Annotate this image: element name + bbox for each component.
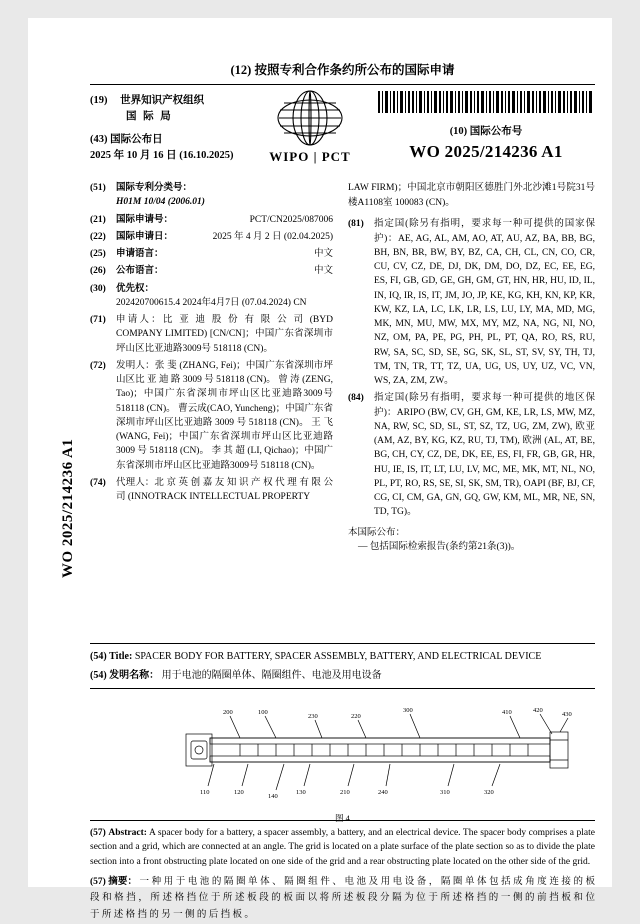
wipo-globe-icon xyxy=(272,89,348,147)
svg-text:140: 140 xyxy=(268,793,278,800)
svg-text:200: 200 xyxy=(223,709,233,716)
publication-note xyxy=(348,526,595,555)
wipo-org-block xyxy=(90,93,250,164)
page-title: (12) 按照专利合作条约所公布的国际申请 xyxy=(230,63,455,77)
publication-number-block xyxy=(378,123,594,162)
international-bureau: 国 际 局 xyxy=(126,111,173,123)
abstract-en-label: Abstract: xyxy=(108,828,147,838)
abstract-cn-label: 摘要： xyxy=(108,876,138,887)
abstract-section xyxy=(90,826,595,924)
priority-code: (30) xyxy=(90,283,106,294)
ipc-label: 国际专利分类号： xyxy=(116,183,193,193)
appdate-label: 国际申请日： xyxy=(116,231,174,242)
application-number-field xyxy=(90,213,333,227)
title-cn-row xyxy=(90,668,595,684)
priority-label: 优先权： xyxy=(116,283,155,294)
pub-lang-value: 中文 xyxy=(313,266,333,277)
inventor-field xyxy=(90,359,333,473)
pubno-value: WO 2025/214236 A1 xyxy=(409,142,563,161)
filing-lang-value: 中文 xyxy=(313,249,333,259)
figure-caption: 图 4 xyxy=(335,813,350,823)
svg-text:220: 220 xyxy=(351,713,361,720)
abstract-en-text: A spacer body for a battery, a spacer assembly, a battery, and an electrical device. The spacer body comprises a plate section and a grid, which are connected at an angle. The grid is located on a plate surface of the plate section so as to divide the plate section into a front obstructing plate located on one side of the grid and a rear obstructing plate located on the other side of the grid. xyxy=(90,828,595,867)
svg-text:430: 430 xyxy=(562,711,572,718)
svg-text:210: 210 xyxy=(340,789,350,796)
publication-language-field xyxy=(90,264,333,278)
appdate-code: (22) xyxy=(90,231,106,242)
right-column xyxy=(348,181,595,554)
abstract-cn-text: 一 种 用 于 电 池 的 隔 圈 单 体 、 隔 圈 组 件 、 电 池 及 用 电 设 备 ， 隔 圈 单 体 包 括 成 角 度 连 接 的 板 段 和 格 挡 ， 所 述 格 挡 位 于 所 述 板 段 的 板 面 以 将 所 述 板 段 分 隔 为 位 于 所 述 格 挡 的 一 侧 的 前 挡 板 和 位 于 所 述 格 挡 的 另 一 侧 的 后 挡 板 。 xyxy=(90,876,595,920)
lawfirm-text: LAW FIRM)；中国北京市朝阳区德胜门外北沙滩1号院31号楼A1108室 100083 (CN)。 xyxy=(348,183,595,208)
spacer-assembly-drawing xyxy=(90,694,595,806)
agent-field xyxy=(90,476,333,505)
priority-value: 202420700615.4 2024年4月7日 (07.04.2024) CN xyxy=(116,297,307,308)
header-block xyxy=(90,85,595,177)
appno-code: (21) xyxy=(90,214,106,225)
svg-text:320: 320 xyxy=(484,789,494,796)
application-date-field xyxy=(90,230,333,244)
pub-lang-code: (26) xyxy=(90,266,106,277)
pubdate-code: (43) 国际公布日 xyxy=(90,133,163,145)
title-en-code: (54) xyxy=(90,651,107,662)
svg-text:240: 240 xyxy=(378,789,388,796)
pubno-code: (10) 国际公布号 xyxy=(449,126,523,137)
applicant-code: (71) xyxy=(90,315,106,325)
applicant-field xyxy=(90,313,333,356)
svg-text:310: 310 xyxy=(440,789,450,796)
wipo-wordmark: WIPO | PCT xyxy=(269,149,351,164)
side-publication-number: WO 2025/214236 A1 xyxy=(60,438,76,578)
patent-figure xyxy=(90,694,595,823)
abstract-cn-code: (57) xyxy=(90,876,106,887)
wipo-logo xyxy=(255,89,365,165)
appno-label: 国际申请号： xyxy=(116,214,174,225)
agent-text: 代理人：北 京 英 创 嘉 友 知 识 产 权 代 理 有 限 公 司 (INNOTRACK INTELLECTUAL PROPERTY xyxy=(116,477,333,502)
svg-text:130: 130 xyxy=(296,789,306,796)
abstract-en xyxy=(90,826,595,869)
regions-text: 指定国(除另有指明，要求每一种可提供的地区保护)：ARIPO (BW, CV, GH, GM, KE, LR, LS, MW, MZ, NA, RW, SC, SD, SL, ST, SZ, TZ, UG, ZM, ZW), 欧亚 (AM, AZ, BY, KG, KZ, RU, TJ, TM), 欧洲 (AL, AT, BE, BG, CH, CY, CZ, DE, DK, EE, ES, FI, FR, GB, GR, HR, HU, IE, IS, IT, LT, LU, LV, MC, ME, MK, MT, NL, NO, PL, PT, RO, RS, SE, SI, SK, SM, TR), OAPI (BF, BJ, CF, CG, CI, CM, GA, GN, GQ, GW, KM, ML, MR, NE, SN, TD, TG)。 xyxy=(374,393,595,518)
document-page xyxy=(28,18,612,920)
title-cn-value: 用于电池的隔圈单体、隔圈组件、电池及用电设备 xyxy=(161,670,382,681)
abstract-cn xyxy=(90,874,595,924)
figure-section-divider xyxy=(90,688,595,689)
org-code: (19) xyxy=(90,95,108,106)
applicant-text: 申请人：比 亚 迪 股 份 有 限 公 司 (BYD COMPANY LIMITED) [CN/CN]；中国广东省深圳市坪山区比亚迪路3009号 518118 (CN)。 xyxy=(116,315,333,354)
barcode-icon xyxy=(378,91,594,113)
pub-note-item: — 包括国际检索报告(条约第21条(3))。 xyxy=(358,541,521,552)
svg-text:300: 300 xyxy=(403,707,413,714)
title-section xyxy=(90,649,595,684)
left-column xyxy=(90,181,333,507)
title-section-divider xyxy=(90,643,595,644)
title-en-label: Title: xyxy=(109,651,133,662)
page-content xyxy=(90,40,595,920)
priority-field xyxy=(90,282,333,311)
title-en-row xyxy=(90,649,595,665)
filing-language-field xyxy=(90,247,333,261)
inventor-text: 发明人：张 斐 (ZHANG, Fei)；中国广东省深圳市坪山区比 亚 迪 路 3009 号 518118 (CN)。 曾 涛 (ZENG, Tao)；中国广东省深圳市坪山区比亚迪路3009号 518118 (CN)。 曹云成(CAO, Yuncheng)；中国广东省深圳市坪山区比亚迪路 3009 号 518118 (CN)。 王 飞(WANG, Fei)；中国广东省深圳市坪山区比亚迪路 3009 号 518118 (CN)。 李 其 超 (LI, Qichao)；中国广东省深圳市坪山区比亚迪路3009号 518118 (CN)。 xyxy=(116,360,333,471)
designated-states-field xyxy=(348,217,595,388)
ipc-field xyxy=(90,181,333,210)
appno-value: PCT/CN2025/087006 xyxy=(249,214,333,225)
regions-code: (84) xyxy=(348,393,364,404)
ipc-code: (51) xyxy=(90,183,106,193)
appdate-value: 2025 年 4 月 2 日 (02.04.2025) xyxy=(212,231,333,242)
svg-text:410: 410 xyxy=(502,709,512,716)
states-text: 指定国(除另有指明，要求每一种可提供的国家保护)：AE, AG, AL, AM, AO, AT, AU, AZ, BA, BB, BG, BH, BN, BR, BW, BY, BZ, CA, CH, CL, CN, CO, CR, CU, CV, CZ, DE, DJ, DK, DM, DO, DZ, EC, EE, EG, ES, FI, GB, GD, GE, GH, GM, GT, HN, HR, HU, ID, IL, IN, IQ, IR, IS, IT, JM, JO, JP, KE, KG, KH, KN, KP, KR, KW, KZ, LA, LC, LK, LR, LS, LU, LY, MA, MD, MG, MK, MN, MU, MW, MX, MY, MZ, NA, NG, NI, NO, NZ, OM, PA, PE, PG, PH, PL, PT, QA, RO, RS, RU, RW, SA, SC, SD, SE, SG, SK, SL, ST, SV, SY, TH, TJ, TM, TN, TR, TT, TZ, UA, UG, US, UY, UZ, VC, VN, WS, ZA, ZM, ZW。 xyxy=(374,219,595,387)
svg-text:120: 120 xyxy=(234,789,244,796)
agent-code: (74) xyxy=(90,477,106,488)
states-code: (81) xyxy=(348,219,364,230)
svg-text:100: 100 xyxy=(258,709,268,716)
abstract-en-code: (57) xyxy=(90,828,106,838)
pub-lang-label: 公布语言： xyxy=(116,266,164,277)
title-cn-label: 发明名称： xyxy=(109,670,160,681)
ipc-value: H01M 10/04 (2006.01) xyxy=(116,197,205,208)
designated-regions-field xyxy=(348,391,595,519)
inventor-code: (72) xyxy=(90,360,106,371)
title-cn-code: (54) xyxy=(90,670,107,681)
pubdate-value: 2025 年 10 月 16 日 (16.10.2025) xyxy=(90,149,234,161)
svg-text:230: 230 xyxy=(308,713,318,720)
svg-text:110: 110 xyxy=(200,789,210,796)
bibliographic-columns xyxy=(90,181,595,639)
filing-lang-code: (25) xyxy=(90,249,106,259)
filing-lang-label: 申请语言： xyxy=(116,249,164,259)
pub-note-label: 本国际公布： xyxy=(348,527,406,538)
barcode xyxy=(378,91,594,117)
svg-text:420: 420 xyxy=(533,707,543,714)
org-name: 世界知识产权组织 xyxy=(120,95,205,106)
title-en-value: SPACER BODY FOR BATTERY, SPACER ASSEMBLY, BATTERY, AND ELECTRICAL DEVICE xyxy=(134,651,542,662)
